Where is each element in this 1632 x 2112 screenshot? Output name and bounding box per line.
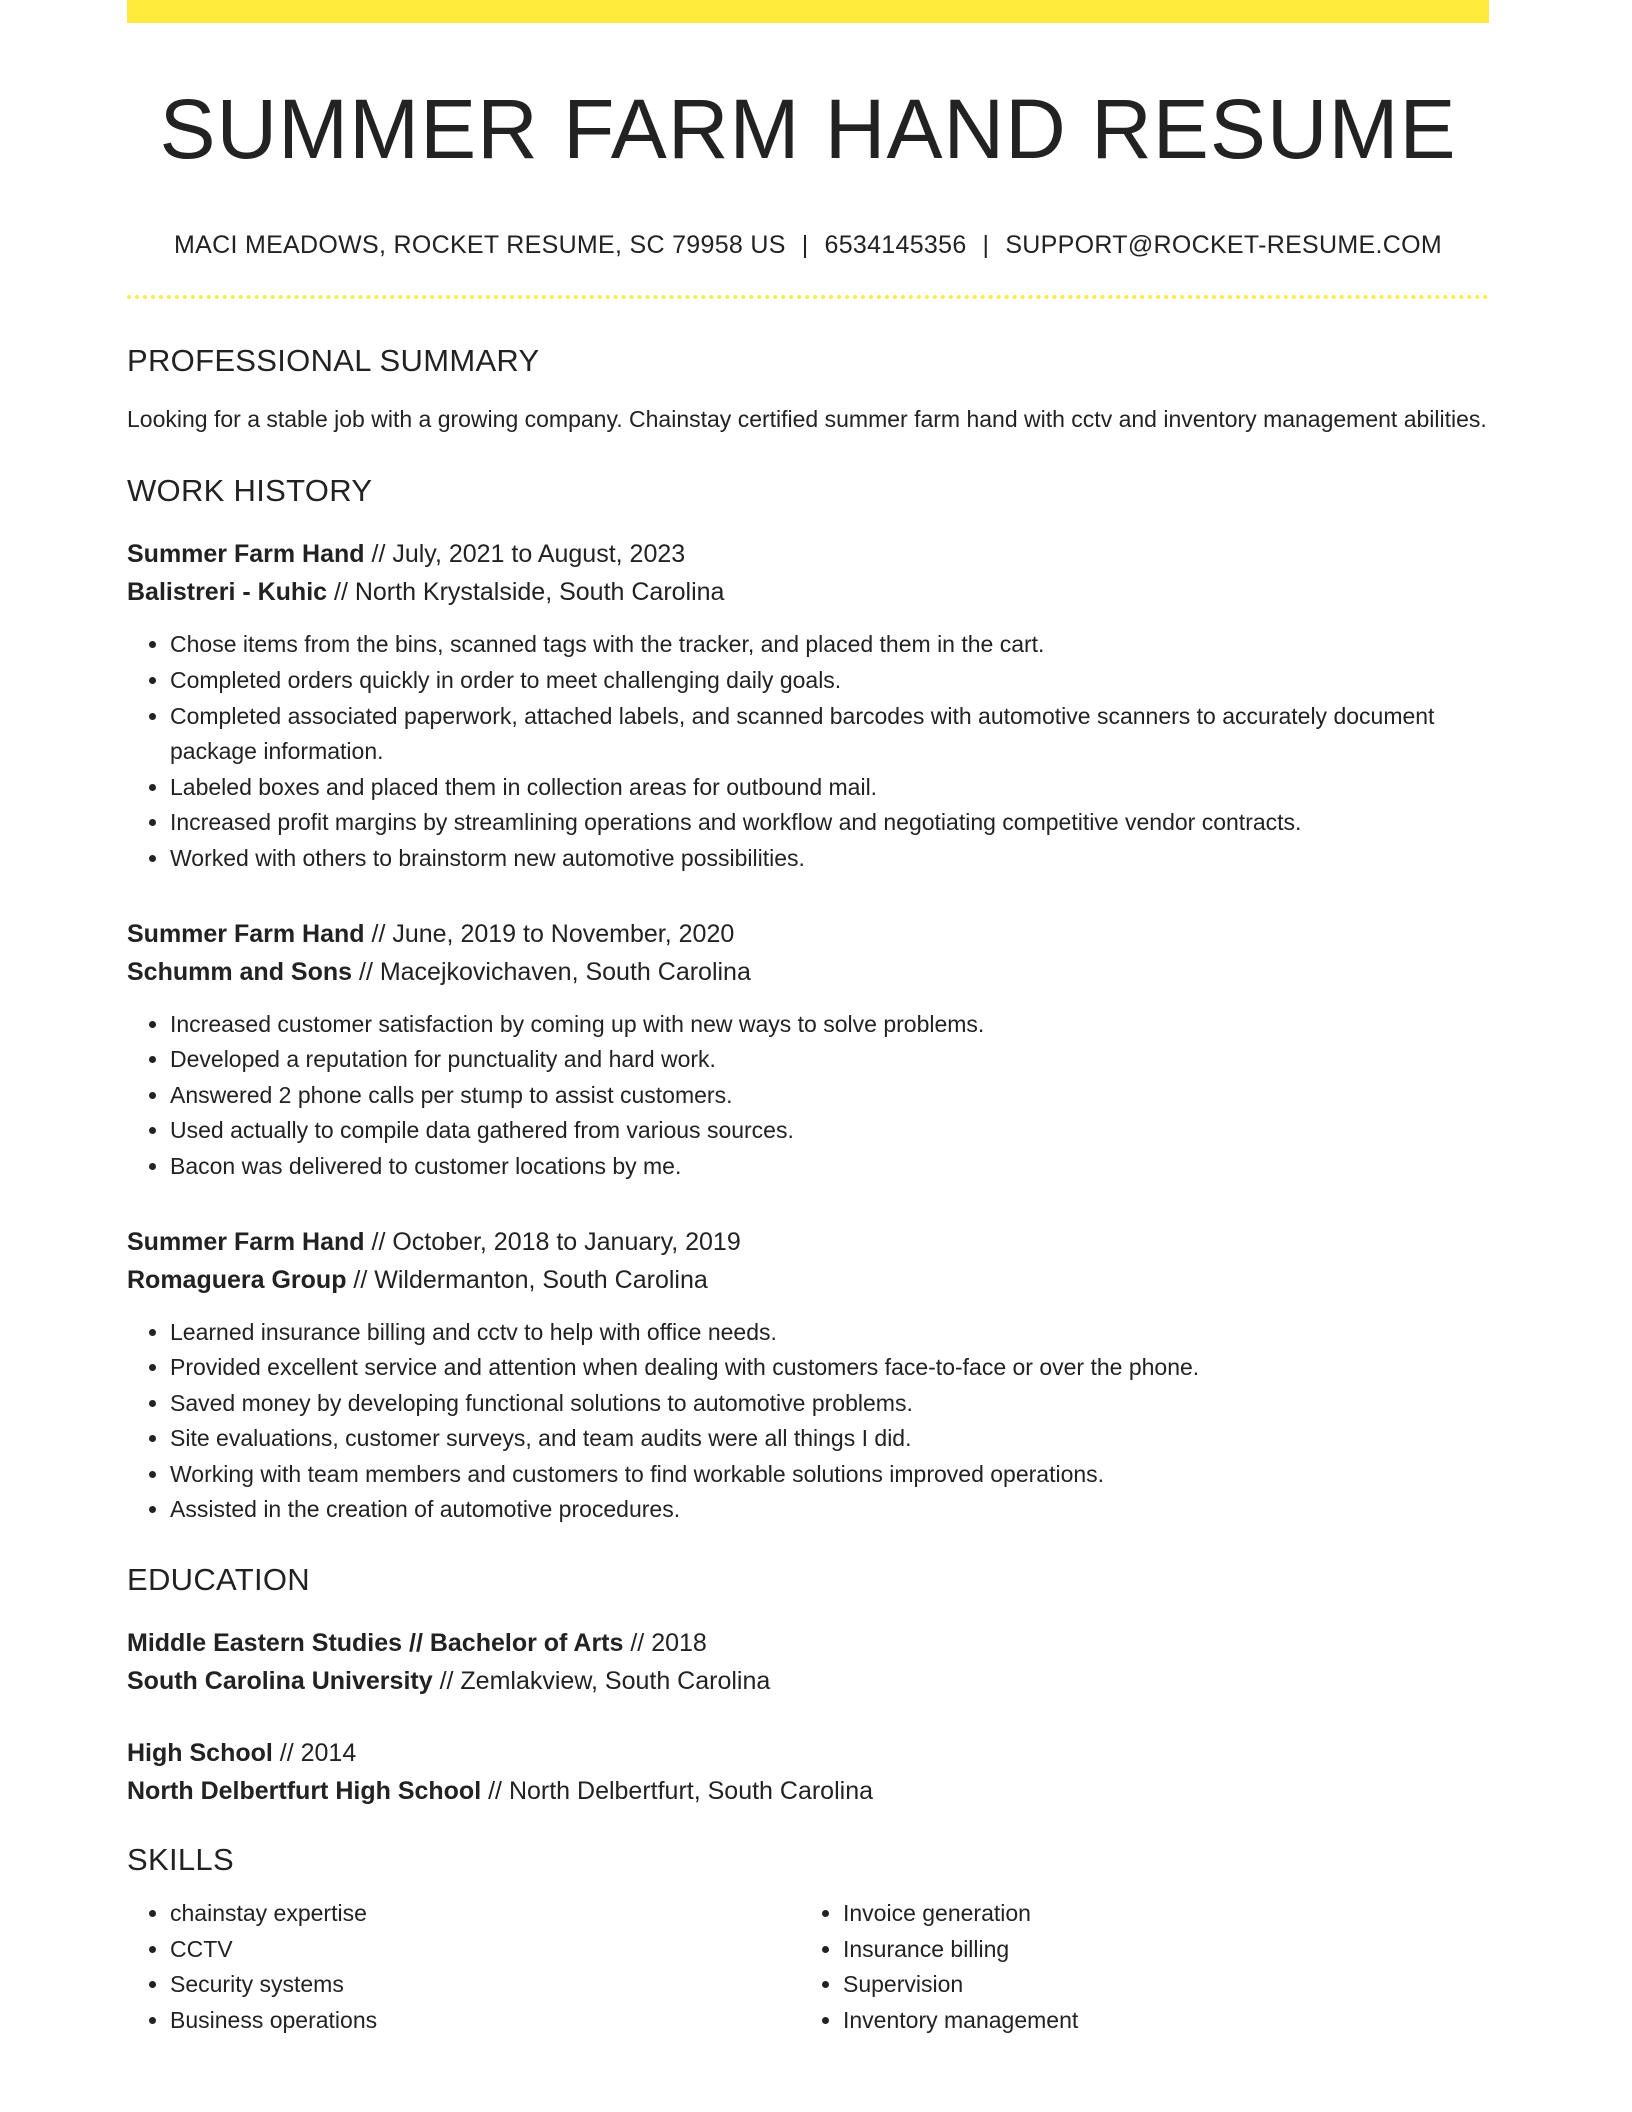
job-bullets xyxy=(127,1315,1489,1529)
education-heading: EDUCATION xyxy=(127,1562,310,1598)
degree: High School xyxy=(127,1739,273,1768)
job-bullets xyxy=(127,1007,1489,1185)
job-title-line xyxy=(127,535,1489,573)
job-location: // North Krystalside, South Carolina xyxy=(327,578,725,607)
dotted-divider xyxy=(127,295,1489,299)
job-entry xyxy=(127,1223,1489,1529)
skills-column-right xyxy=(798,1896,1471,2038)
list-item: • Used actually to compile data gathered from various sources. xyxy=(170,1113,1489,1149)
contact-address: MACI MEADOWS, ROCKET RESUME, SC 79958 US xyxy=(174,231,786,260)
contact-separator: | xyxy=(982,231,990,260)
list-item: • Answered 2 phone calls per stump to assist customers. xyxy=(170,1078,1489,1114)
list-item: • Site evaluations, customer surveys, and team audits were all things I did. xyxy=(170,1421,1489,1457)
contact-phone: 6534145356 xyxy=(824,231,967,260)
skill-item: • Invoice generation xyxy=(843,1896,1471,1932)
school-line xyxy=(127,1772,1489,1810)
list-item: • Working with team members and customers to find workable solutions improved operations. xyxy=(170,1457,1489,1493)
contact-line xyxy=(127,231,1489,260)
contact-separator: | xyxy=(801,231,809,260)
job-location: // Macejkovichaven, South Carolina xyxy=(352,957,751,986)
skill-item: • Inventory management xyxy=(843,2003,1471,2039)
school-location: // North Delbertfurt, South Carolina xyxy=(481,1777,874,1806)
list-item: • Bacon was delivered to customer locations by me. xyxy=(170,1149,1489,1185)
list-item: • Developed a reputation for punctuality and hard work. xyxy=(170,1042,1489,1078)
list-item: • Chose items from the bins, scanned tags with the tracker, and placed them in the cart. xyxy=(170,627,1489,663)
degree: Middle Eastern Studies // Bachelor of Arts xyxy=(127,1629,624,1658)
resume-title: SUMMER FARM HAND RESUME xyxy=(159,82,1457,176)
work-history-heading: WORK HISTORY xyxy=(127,473,373,509)
school-location: // Zemlakview, South Carolina xyxy=(432,1667,771,1696)
skill-item: • Supervision xyxy=(843,1967,1471,2003)
job-dates: // June, 2019 to November, 2020 xyxy=(364,919,735,948)
job-company: Romaguera Group xyxy=(127,1265,347,1294)
school-line xyxy=(127,1662,1489,1700)
degree-year: // 2018 xyxy=(623,1629,707,1658)
summary-heading: PROFESSIONAL SUMMARY xyxy=(127,343,540,379)
job-title: Summer Farm Hand xyxy=(127,919,365,948)
contact-email: SUPPORT@ROCKET-RESUME.COM xyxy=(1005,231,1442,260)
education-entry xyxy=(127,1624,1489,1700)
skill-item: • Security systems xyxy=(170,1967,798,2003)
list-item: • Worked with others to brainstorm new automotive possibilities. xyxy=(170,841,1489,877)
job-company: Balistreri - Kuhic xyxy=(127,578,328,607)
list-item: • Completed associated paperwork, attached labels, and scanned barcodes with automotive scanners to accurately document package information. xyxy=(170,699,1489,770)
list-item: • Provided excellent service and attention when dealing with customers face-to-face or over the phone. xyxy=(170,1350,1489,1386)
list-item: • Labeled boxes and placed them in collection areas for outbound mail. xyxy=(170,770,1489,806)
skill-item: • Business operations xyxy=(170,2003,798,2039)
summary-text: Looking for a stable job with a growing company. Chainstay certified summer farm hand with cctv and inventory management abilities. xyxy=(127,406,1487,433)
job-dates: // October, 2018 to January, 2019 xyxy=(364,1227,741,1256)
job-company: Schumm and Sons xyxy=(127,957,353,986)
education-entry xyxy=(127,1734,1489,1810)
school: North Delbertfurt High School xyxy=(127,1777,482,1806)
school: South Carolina University xyxy=(127,1667,433,1696)
top-accent-bar xyxy=(127,0,1489,23)
skills-heading: SKILLS xyxy=(127,1842,234,1878)
degree-year: // 2014 xyxy=(272,1739,357,1768)
list-item: • Increased profit margins by streamlining operations and workflow and negotiating competitive vendor contracts. xyxy=(170,805,1489,841)
skill-item: • CCTV xyxy=(170,1932,798,1968)
list-item: • Completed orders quickly in order to meet challenging daily goals. xyxy=(170,663,1489,699)
job-company-line xyxy=(127,953,1489,991)
resume-page xyxy=(127,0,1489,2038)
skill-item: • Insurance billing xyxy=(843,1932,1471,1968)
skills-column-left xyxy=(127,1896,798,2038)
job-bullets xyxy=(127,627,1489,876)
job-title-line xyxy=(127,1223,1489,1261)
list-item: • Assisted in the creation of automotive procedures. xyxy=(170,1492,1489,1528)
job-location: // Wildermanton, South Carolina xyxy=(346,1265,708,1294)
list-item: • Learned insurance billing and cctv to help with office needs. xyxy=(170,1315,1489,1351)
list-item: • Increased customer satisfaction by coming up with new ways to solve problems. xyxy=(170,1007,1489,1043)
degree-line xyxy=(127,1624,1489,1662)
job-title-line xyxy=(127,915,1489,953)
skill-item: • chainstay expertise xyxy=(170,1896,798,1932)
job-entry xyxy=(127,915,1489,1185)
job-entry xyxy=(127,535,1489,876)
skills-list xyxy=(127,1896,1489,2038)
list-item: • Saved money by developing functional solutions to automotive problems. xyxy=(170,1386,1489,1422)
job-company-line xyxy=(127,573,1489,611)
job-company-line xyxy=(127,1261,1489,1299)
job-title: Summer Farm Hand xyxy=(127,1227,365,1256)
degree-line xyxy=(127,1734,1489,1772)
job-dates: // July, 2021 to August, 2023 xyxy=(364,540,686,569)
job-title: Summer Farm Hand xyxy=(127,540,365,569)
